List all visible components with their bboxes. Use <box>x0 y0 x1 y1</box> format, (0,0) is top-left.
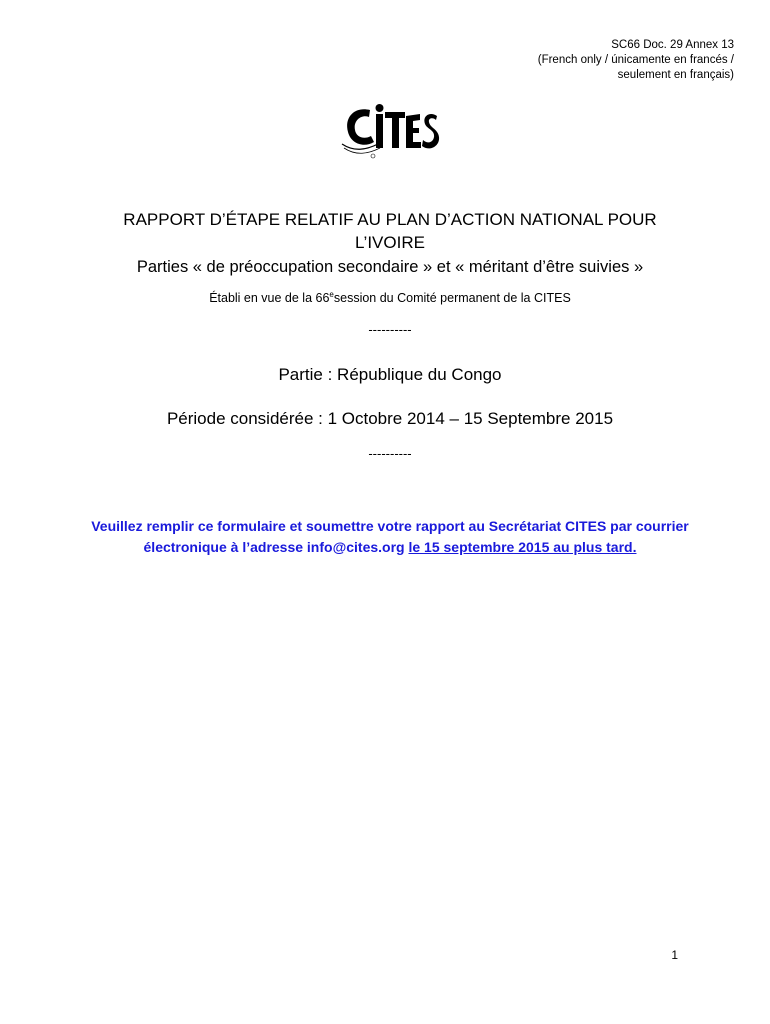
separator-top: ---------- <box>368 322 412 337</box>
report-title-line-2: L’IVOIRE <box>355 233 425 252</box>
doc-ref-line: SC66 Doc. 29 Annex 13 <box>611 39 734 51</box>
document-reference <box>434 38 734 83</box>
separator-bottom: ---------- <box>368 446 412 461</box>
cites-logo <box>340 100 440 164</box>
report-title-line-1: RAPPORT D’ÉTAPE RELATIF AU PLAN D’ACTION NATIONAL POUR <box>123 210 657 229</box>
session-prefix: Établi en vue de la 66 <box>209 291 330 305</box>
language-note-line-1: (French only / únicamente en francés / <box>537 54 734 66</box>
party-line: Partie : République du Congo <box>278 365 502 384</box>
session-superscript: e <box>329 289 334 299</box>
page-number: 1 <box>671 948 678 962</box>
deadline-link[interactable]: le 15 septembre 2015 au plus tard. <box>408 539 637 555</box>
session-statement <box>60 290 720 306</box>
reporting-period: Période considérée : 1 Octobre 2014 – 15 Septembre 2015 <box>166 409 614 428</box>
report-title-block <box>60 208 720 279</box>
language-note-line-2: seulement en français) <box>617 69 734 81</box>
instructions-text: Veuillez remplir ce formulaire et soumettre votre rapport au Secrétariat CITES par courrier électronique à l’adresse info@cites.org <box>91 518 689 555</box>
report-subtitle: Parties « de préoccupation secondaire » et « méritant d’être suivies » <box>136 258 644 276</box>
submission-instructions <box>80 516 700 558</box>
session-suffix: session du Comité permanent de la CITES <box>333 291 571 305</box>
